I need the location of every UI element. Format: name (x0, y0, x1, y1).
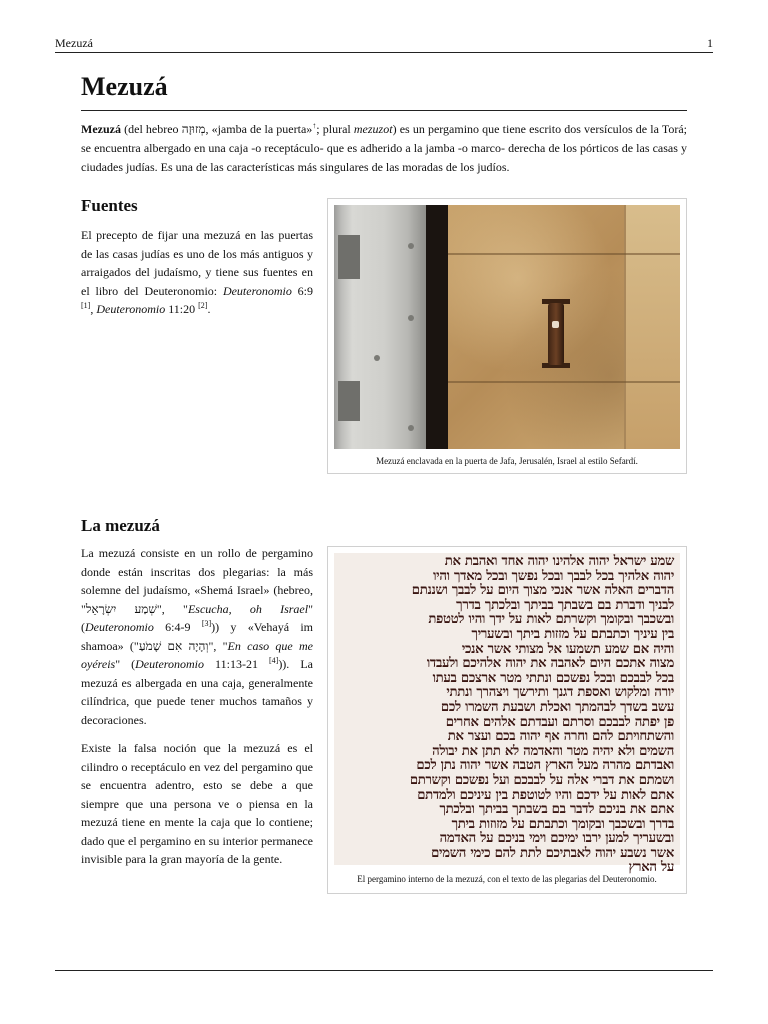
scroll-line: אתם לאות על ידכם והיו לטוטפת בין עיניכם ולמדתם (417, 787, 674, 803)
scroll-line: הדברים האלה אשר אנכי מצוך היום על לבבך ושננתם (411, 583, 674, 599)
footnote-link-1[interactable]: [1] (81, 301, 91, 310)
mezuza-case (548, 303, 564, 365)
mezuza-photo-figure (327, 198, 687, 474)
scroll-line: מצוה אתכם היום לאהבה את יהוה אלהיכם ולעבדו (426, 656, 674, 672)
stone-wall (624, 205, 680, 449)
scroll-line: אשר נשבע יהוה לאבתיכם לתת להם כימי השמים (431, 845, 674, 861)
door-hinge (338, 381, 360, 421)
photo-caption: Mezuzá enclavada en la puerta de Jafa, Jerusalén, Israel al estilo Sefardí. (376, 456, 638, 466)
heading-la-mezuza: La mezuzá (81, 516, 160, 535)
fuentes-text (81, 226, 313, 329)
heading-fuentes: Fuentes (81, 196, 138, 215)
la-mezuza-paragraph-2: Existe la falsa noción que la mezuzá es el cilindro o receptáculo en vez del pergamino que se encuentra adentro, esto se debe a que siempre que una persona ve o piensa en la mezuzá tiene en mente la caja que lo contiene; dado que el pergamino en su interior permanece invisible para la gran mayoría de la gente. (81, 741, 313, 866)
header-rule (55, 52, 713, 53)
intro-paragraph: Mezuzá (del hebreo מְזוּזָה, «jamba de la puerta»↑; plural mezuzot) es un pergamino que tiene escrito dos versículos de la Torá; se encuentra albergado en una caja -o receptáculo- que es adherido a la jamba -o marco- derecha de los pórticos de las casas y ciudades judías. Es una de las características más singulares de las moradas de los judíos. (81, 121, 687, 174)
scroll-line: שמע ישראל יהוה אלהינו יהוה אחד ואהבת את (444, 554, 674, 569)
page-number: 1 (707, 36, 713, 50)
scroll-line: לבניך ודברת בם בשבתך בביתך ובלכתך בדרך (456, 597, 674, 613)
parchment-figure (327, 546, 687, 894)
scroll-line: עשב בשדך לבהמתך ואכלת ושבעת השמרו לכם (440, 699, 674, 715)
scroll-line: יהוה אלהיך בכל לבבך ובכל נפשך ובכל מאדך והיו (433, 568, 674, 584)
intro-plural: mezuzot (353, 122, 393, 136)
intro-footnote-link[interactable]: ↑ (312, 121, 317, 130)
intro-term: Mezuzá (81, 122, 121, 136)
parchment-caption: El pergamino interno de la mezuzá, con el texto de las plegarias del Deuteronomio. (357, 874, 657, 884)
scroll-line: ובשעריך למען ירבו ימיכם וימי בניכם על האדמה (439, 831, 674, 847)
page-title: Mezuzá (81, 72, 168, 101)
scroll-line: יורה ומלקוש ואספת דגנך ותירשך ויצהרך ונתתי (446, 685, 674, 701)
footnote-link-2[interactable]: [2] (198, 301, 208, 310)
parchment-scroll (334, 553, 680, 876)
shin-letter-plate (552, 321, 559, 328)
scroll-line: והשתחויתם להם וחרה אף יהוה בכם ועצר את (447, 729, 674, 745)
footnote-link-4[interactable]: [4] (268, 656, 279, 665)
door-hinge (338, 235, 360, 279)
footer-rule (55, 970, 713, 971)
scroll-line: ואבדתם מהרה מעל הארץ הטבה אשר יהוה נתן לכם (416, 758, 674, 774)
scroll-line: בכל לבבכם ובכל נפשכם ונתתי מטר ארצכם בעתו (432, 670, 674, 686)
title-rule (81, 110, 687, 111)
mezuza-photo (334, 205, 680, 449)
scroll-line: פן יפתה לבבכם וסרתם ועבדתם אלהים אחרים (445, 714, 674, 730)
door-gap (426, 205, 448, 449)
running-title: Mezuzá (55, 36, 93, 50)
scroll-line: בין עיניך וכתבתם על מזזות ביתך ובשעריך (471, 626, 674, 642)
scroll-line: אתם את בניכם לדבר בם בשבתך בביתך ובלכתך (439, 802, 674, 818)
intro-hebrew: מְזוּזָה (181, 122, 206, 136)
fuentes-paragraph: El precepto de fijar una mezuzá en las puertas de las casas judías es uno de los más antiguos y arraigados del judaísmo, y tiene sus fuentes en el libro del Deuteronomio: Deuteronomio 6:9 [1], Deuteronomio 11:20 [2]. (81, 228, 313, 316)
running-header (55, 36, 713, 51)
la-mezuza-text (81, 544, 313, 879)
scroll-line: והיה אם שמע תשמעו אל מצותי אשר אנכי (461, 641, 674, 657)
footnote-link-3[interactable]: [3] (201, 619, 212, 628)
scroll-line: ושמתם את דברי אלה על לבבכם ועל נפשכם וקשרתם (409, 772, 674, 788)
scroll-line: בדרך ובשכבך ובקומך וכתבתם על מזוזות ביתך (451, 816, 674, 832)
scroll-line: ובשכבך ובקומך וקשרתם לאות על ידך והיו לטטפת (428, 612, 674, 628)
la-mezuza-paragraph-1: La mezuzá consiste en un rollo de pergamino donde están inscritas dos plegarias: la más solemne del judaísmo, «Shemá Israel» (hebreo, "שְׁמַע יִשְׂרָאֵל", "Escucha, oh Israel" (Deuteronomio 6:4-9 [3])) y «Vehayá im shamoa» ("וְהָיָה אִם שָׁמֹעַ", "En caso que me oyéreis" (Deuteronomio 11:13-21 [4])). La mezuzá es albergada en una caja, generalmente cilíndrica, que puede tener muchos tamaños y decoraciones. (81, 546, 313, 727)
scroll-line: השמים ולא יהיה מטר והאדמה לא תתן את יבולה (432, 743, 674, 759)
scroll-line: על הארץ (628, 860, 674, 876)
